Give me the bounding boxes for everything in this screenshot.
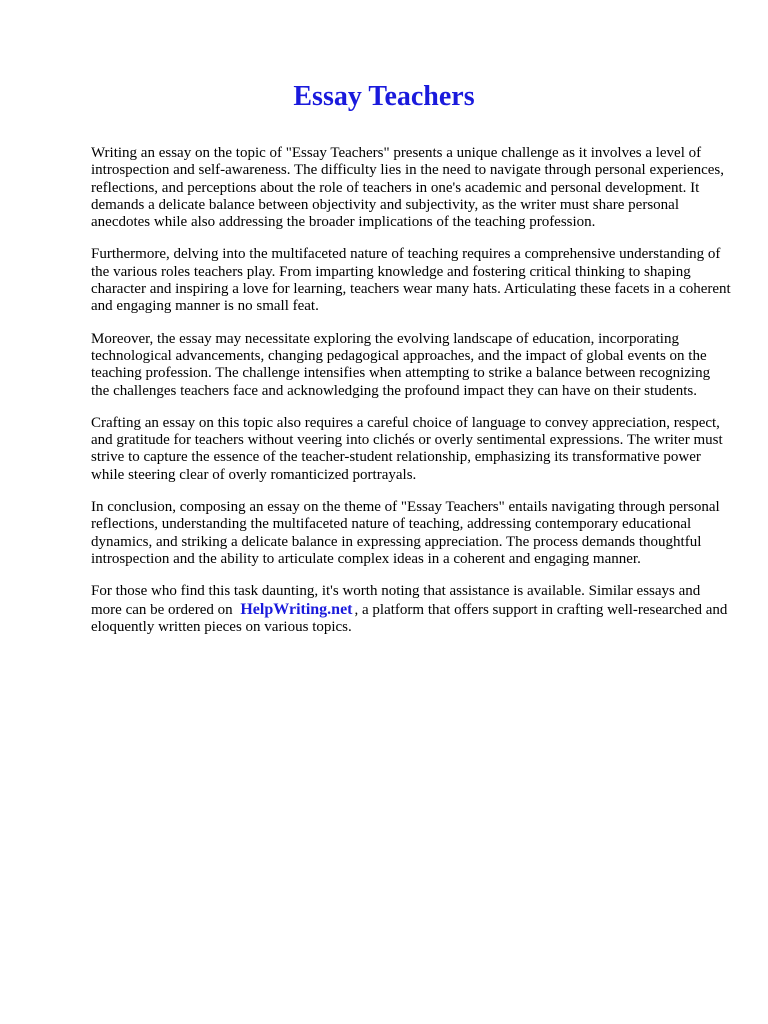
- paragraph-6: [91, 583, 731, 636]
- paragraph-2: Furthermore, delving into the multifaceted nature of teaching requires a comprehensive understanding of the various roles teachers play. From imparting knowledge and fostering critical thinking to shaping character and inspiring a love for learning, teachers wear many hats. Articulating these facets in a coherent and engaging manner is no small feat.: [91, 246, 731, 315]
- document-title: Essay Teachers: [293, 81, 475, 112]
- paragraph-3: Moreover, the essay may necessitate exploring the evolving landscape of education, incorporating technological advancements, changing pedagogical approaches, and the impact of global events on the teaching profession. The challenge intensifies when attempting to strike a balance between recognizing the challenges teachers face and acknowledging the profound impact they can have on their students.: [91, 330, 711, 399]
- paragraph-1: Writing an essay on the topic of "Essay Teachers" presents a unique challenge as it involves a level of introspection and self-awareness. The difficulty lies in the need to navigate through personal experiences, reflections, and perceptions about the role of teachers in one's academic and personal development. It demands a delicate balance between objectivity and subjectivity, as the writer must share personal anecdotes while also addressing the broader implications of the teaching profession.: [91, 145, 724, 231]
- helpwriting-link[interactable]: HelpWriting.net: [240, 600, 353, 618]
- paragraph-4: Crafting an essay on this topic also requires a careful choice of language to convey appreciation, respect, and gratitude for teachers without veering into clichés or overly sentimental expressions. The writer must strive to capture the essence of the teacher-student relationship, emphasizing its transformative power while steering clear of overly romanticized portrayals.: [91, 414, 723, 483]
- paragraph-5: In conclusion, composing an essay on the theme of "Essay Teachers" entails navigating through personal reflections, understanding the multifaceted nature of teaching, addressing contemporary educational dynamics, and striking a delicate balance in expressing appreciation. The process demands thoughtful introspection and the ability to articulate complex ideas in a coherent and engaging manner.: [91, 499, 720, 567]
- paragraph-6-after-link: , a platform that offers support in crafting well-researched and eloquently written pieces on various topics.: [91, 601, 728, 635]
- paragraph-6-before-link: For those who find this task daunting, it's worth noting that assistance is available. Similar essays and more can be ordered on: [91, 583, 701, 618]
- document-body: [91, 145, 731, 651]
